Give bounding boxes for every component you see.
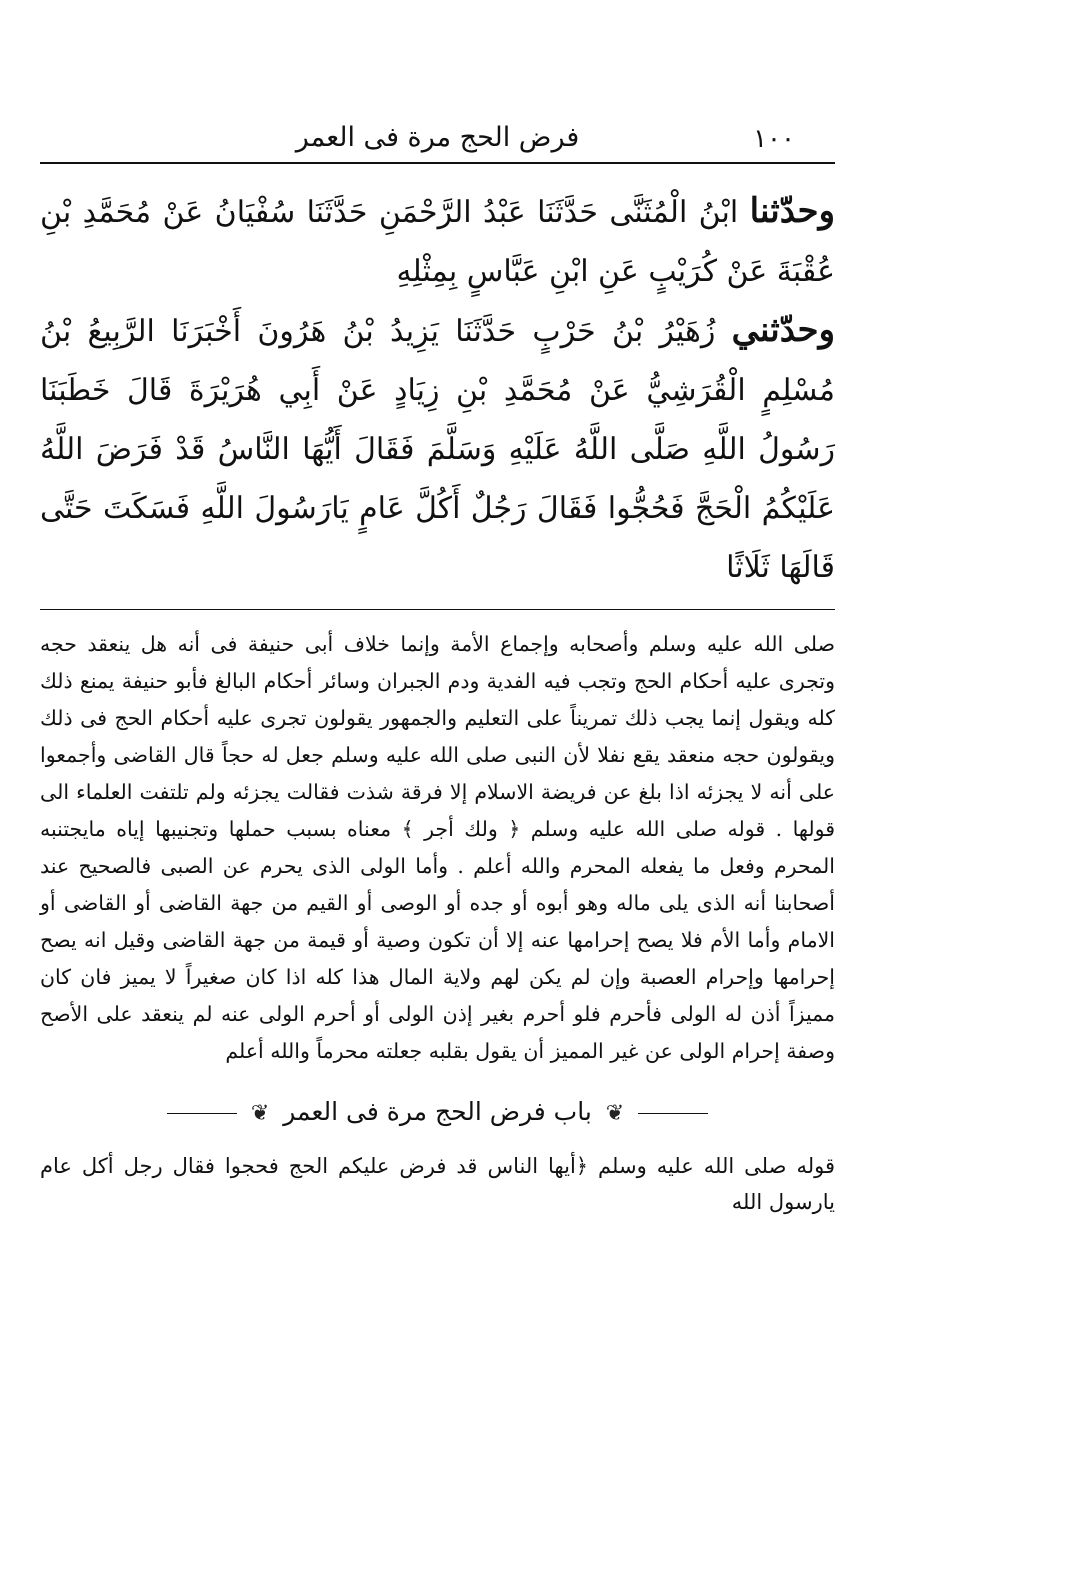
- hadith-text: زُهَيْرُ بْنُ حَرْبٍ حَدَّثَنَا يَزِيدُ بْنُ هَرُونَ أَخْبَرَنَا الرَّبِيعُ بْنُ مُسْلِمٍ الْقُرَشِيُّ عَنْ مُحَمَّدِ بْنِ زِيَادٍ عَنْ أَبِي هُرَيْرَةَ قَالَ خَطَبَنَا رَسُولُ اللَّهِ صَلَّى اللَّهُ عَلَيْهِ وَسَلَّمَ فَقَالَ أَيُّهَا النَّاسُ قَدْ فَرَضَ اللَّهُ عَلَيْكُمُ الْحَجَّ فَحُجُّوا فَقَالَ رَجُلٌ أَكُلَّ عَامٍ يَارَسُولَ اللَّهِ فَسَكَتَ حَتَّى قَالَهَا ثَلَاثًا: [40, 314, 835, 585]
- heading-dash: [638, 1113, 708, 1114]
- section-heading: [40, 1092, 835, 1134]
- header-rule: [40, 162, 835, 164]
- hadith-opening: وحدّثنا: [749, 191, 835, 231]
- hadith-paragraph: [40, 182, 835, 301]
- commentary-paragraph: صلى الله عليه وسلم وأصحابه وإجماع الأمة وإنما خلاف أبى حنيفة فى أنه هل ينعقد حجه وتجرى عليه أحكام الحج وتجب فيه الفدية ودم الجبران وسائر أحكام البالغ فأبو حنيفة يمنع ذلك كله ويقول إنما يجب ذلك تمريناً على التعليم والجمهور يقولون تجرى عليه أحكام الحج فى ذلك ويقولون حجه منعقد يقع نفلا لأن النبى صلى الله عليه وسلم جعل له حجاً قال القاضى وأجمعوا على أنه لا يجزئه اذا بلغ عن فريضة الاسلام إلا فرقة شذت فقالت يجزئه ولم تلتفت العلماء الى قولها . قوله صلى الله عليه وسلم ﴿ ولك أجر ﴾ معناه بسبب حملها وتجنيبها إياه مايجتنبه المحرم وفعل ما يفعله المحرم والله أعلم . وأما الولى الذى يحرم عن الصبى فالصحيح عند أصحابنا أنه الذى يلى ماله وهو أبوه أو جده أو الوصى أو القيم من جهة القاضى أو القاضى أو الامام وأما الأم فلا يصح إحرامها عنه إلا أن تكون وصية أو قيمة من جهة القاضى وقيل انه يصح إحرامها وإحرام العصبة وإن لم يكن لهم ولاية المال هذا كله اذا كان صغيراً لا يميز فان كان مميزاً أذن له الولى فأحرم فلو أحرم بغير إذن الولى أو أحرم الولى عنه لم ينعقد على الأصح وصفة إحرام الولى عن غير المميز أن يقول بقلبه جعلته محرماً والله أعلم: [40, 632, 836, 1063]
- section-heading-text: باب فرض الحج مرة فى العمر: [283, 1097, 592, 1126]
- running-title: فرض الحج مرة فى العمر: [295, 122, 580, 153]
- page: [40, 118, 835, 1220]
- hadith-paragraph: [40, 301, 835, 597]
- hadith-opening: وحدّثني: [731, 310, 835, 350]
- page-number: ١٠٠: [753, 124, 795, 154]
- page-header: [40, 118, 835, 162]
- hadith-section: [40, 182, 835, 597]
- heading-dash: [167, 1113, 237, 1114]
- footnote-rule: [40, 609, 835, 610]
- flourish-ornament-icon: ❦: [250, 1101, 270, 1126]
- commentary-continuation: قوله صلى الله عليه وسلم ﴿أيها الناس قد فرض عليكم الحج فحجوا فقال رجل أكل عام يارسول الله: [40, 1154, 835, 1214]
- flourish-ornament-icon: ❦: [605, 1101, 625, 1126]
- hadith-text: ابْنُ الْمُثَنَّى حَدَّثَنَا عَبْدُ الرَّحْمَنِ حَدَّثَنَا سُفْيَانُ عَنْ مُحَمَّدِ بْنِ عُقْبَةَ عَنْ كُرَيْبٍ عَنِ ابْنِ عَبَّاسٍ بِمِثْلِهِ: [40, 195, 835, 289]
